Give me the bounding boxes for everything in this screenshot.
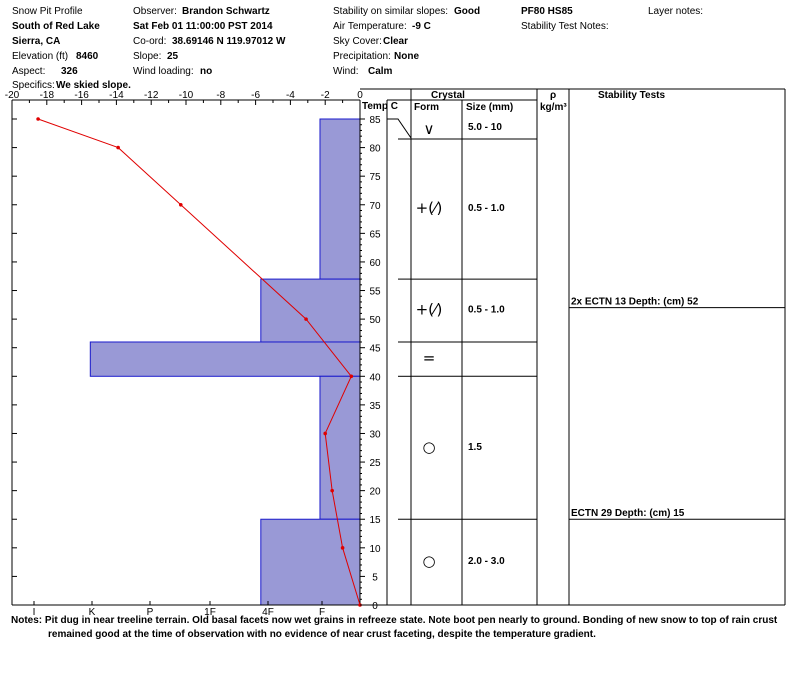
height-tick-label: 40 — [369, 372, 381, 384]
height-tick-label: 45 — [369, 343, 381, 355]
crystal-column-header: Crystal — [431, 90, 465, 101]
notes-line2: remained good at the time of observation with no evidence of near crust faceting, despite the temperature gradient. — [48, 629, 596, 640]
stability-value: Good — [454, 6, 481, 17]
height-tick-label: 30 — [369, 429, 381, 441]
height-tick-label: 0 — [372, 601, 378, 612]
height-tick-label: 25 — [369, 458, 381, 470]
crystal-size: 1.5 — [468, 441, 482, 453]
crystal-size: 0.5 - 1.0 — [468, 304, 505, 316]
height-tick-label: 10 — [369, 543, 381, 555]
height-tick-label: 75 — [369, 172, 381, 184]
height-tick-label: 65 — [369, 229, 381, 241]
height-tick-label: 35 — [369, 400, 381, 412]
hardness-label: 1F — [204, 607, 216, 618]
top-connector — [387, 119, 411, 138]
temperature-point — [116, 146, 120, 150]
height-tick-label: 50 — [369, 315, 381, 327]
temp-tick-label: -4 — [285, 90, 295, 101]
crystal-form: ○ — [422, 552, 436, 571]
notes-label: Notes: — [11, 615, 43, 626]
precip-label: Precipitation: — [333, 51, 391, 62]
height-tick-label: 20 — [369, 486, 381, 498]
aspect-value: 326 — [61, 66, 78, 77]
hardness-bar — [320, 119, 360, 279]
size-column-header: Size (mm) — [466, 102, 514, 113]
coord-value: 38.69146 N 119.97012 W — [172, 36, 286, 47]
temp-tick-label: -16 — [74, 90, 89, 101]
height-tick-label: 55 — [369, 286, 381, 298]
specifics-label: Specifics: — [12, 80, 55, 91]
temp-tick-label: -2 — [320, 90, 330, 101]
hardness-bar — [90, 342, 360, 376]
temperature-point — [330, 489, 334, 493]
crystal-form: ○ — [422, 437, 436, 456]
temp-tick-label: -18 — [39, 90, 55, 101]
temp-tick-label: -14 — [109, 90, 124, 101]
layer-notes-label: Layer notes: — [648, 6, 704, 17]
temp-tick-label: -10 — [178, 90, 194, 101]
height-tick-label: 85 — [369, 115, 381, 126]
crystal-size: 5.0 - 10 — [468, 122, 502, 133]
crystal-form: +(⁄) — [415, 199, 443, 218]
temperature-point — [323, 432, 327, 436]
hardness-layers — [90, 119, 360, 605]
location: South of Red Lake — [12, 21, 100, 32]
temp-tick-label: 0 — [357, 90, 363, 101]
slope-label: Slope: — [133, 51, 162, 62]
density-column-header: ρ — [550, 90, 557, 101]
crystal-form: +(⁄) — [415, 300, 443, 319]
crystal-form: = — [422, 349, 436, 368]
observer-value: Brandon Schwartz — [182, 6, 270, 17]
elevation-value: 8460 — [76, 51, 99, 62]
wind-loading-label: Wind loading: — [133, 66, 194, 77]
temperature-point — [179, 203, 183, 207]
datetime: Sat Feb 01 11:00:00 PST 2014 — [133, 21, 273, 32]
stability-tests-header: Stability Tests — [598, 90, 666, 101]
stability-test-label: 2x ECTN 13 Depth: (cm) 52 — [571, 296, 699, 308]
height-tick-label: 80 — [369, 143, 381, 155]
hardness-label: K — [88, 607, 96, 618]
region: Sierra, CA — [12, 36, 61, 47]
temperature-point — [350, 374, 354, 378]
density-unit: kg/m³ — [540, 102, 567, 113]
temperature-point — [341, 546, 345, 550]
pf-hs: PF80 HS85 — [521, 6, 573, 17]
hardness-label: P — [146, 607, 154, 618]
wind-value: Calm — [368, 66, 393, 77]
temp-tick-label: -12 — [143, 90, 159, 101]
crystal-size: 2.0 - 3.0 — [468, 556, 505, 568]
notes-line1: Pit dug in near treeline terrain. Old basal facets now wet grains in refreeze state. Note boot pen nearly to ground. Bonding of new snow to top of rain crust — [44, 615, 778, 626]
precip-value: None — [394, 51, 419, 62]
temp-tick-label: -6 — [251, 90, 261, 101]
temp-column-header: Temp C — [362, 101, 398, 112]
sky-value: Clear — [383, 36, 409, 47]
observer-label: Observer: — [133, 6, 177, 17]
hardness-bar — [261, 279, 360, 342]
hardness-label: 4F — [262, 607, 274, 618]
aspect-label: Aspect: — [12, 66, 46, 77]
wind-label: Wind: — [333, 66, 359, 77]
wind-loading-value: no — [200, 66, 213, 77]
specifics-value: We skied slope. — [56, 80, 131, 91]
hardness-bar — [320, 376, 360, 519]
stability-test-label: ECTN 29 Depth: (cm) 15 — [571, 508, 685, 520]
profile-title: Snow Pit Profile — [12, 6, 83, 17]
stability-notes-label: Stability Test Notes: — [521, 21, 609, 32]
stability-label: Stability on similar slopes: — [333, 6, 449, 17]
form-column-header: Form — [414, 102, 439, 113]
air-temp-label: Air Temperature: — [333, 21, 407, 32]
notes — [11, 614, 781, 642]
hardness-bar — [261, 519, 360, 605]
hardness-label: F — [318, 607, 326, 618]
height-tick-label: 60 — [369, 257, 381, 269]
temp-tick-label: -8 — [216, 90, 226, 101]
coord-label: Co-ord: — [133, 36, 167, 47]
crystal-size: 0.5 - 1.0 — [468, 203, 505, 215]
sky-label: Sky Cover: — [333, 36, 382, 47]
elevation-label: Elevation (ft) — [12, 51, 69, 62]
temp-tick-label: -20 — [4, 90, 20, 101]
layer-table — [360, 89, 785, 605]
temperature-point — [36, 117, 40, 121]
crystal-form: ∨ — [423, 120, 435, 138]
height-tick-label: 70 — [369, 200, 381, 212]
air-temp-value: -9 C — [412, 21, 431, 32]
height-tick-label: 5 — [372, 572, 378, 584]
height-tick-label: 15 — [369, 515, 381, 527]
temperature-point — [304, 317, 308, 321]
slope-value: 25 — [167, 51, 179, 62]
hardness-label: I — [32, 607, 36, 618]
